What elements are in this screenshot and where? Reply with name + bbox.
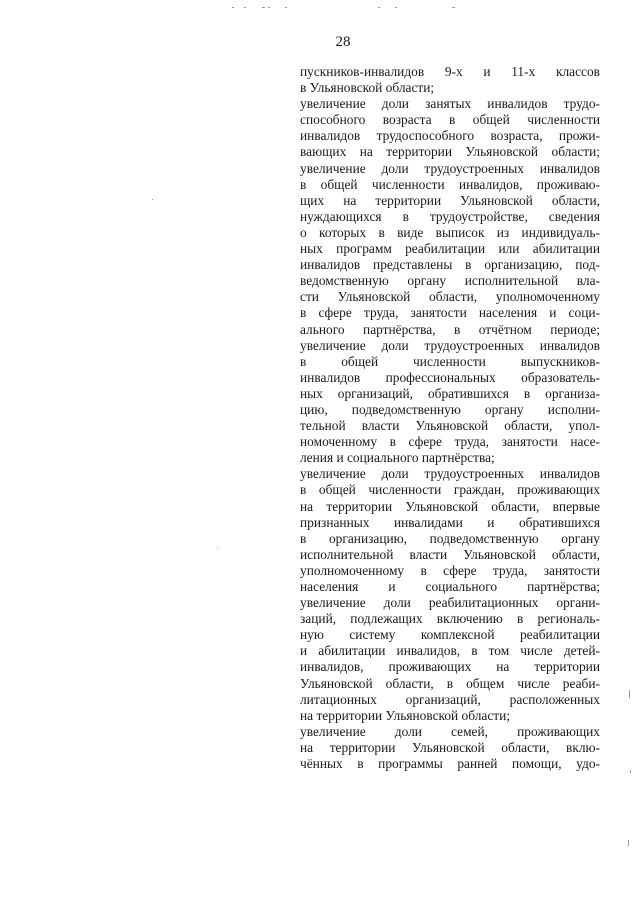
paragraph	[300, 64, 600, 96]
paragraph	[300, 724, 600, 772]
paragraph	[300, 96, 600, 160]
paragraph	[300, 595, 600, 724]
text-line: о которых в виде выписок из индивидуаль-	[300, 224, 600, 240]
paragraph	[300, 466, 600, 595]
text-line: тельной власти Ульяновской области, упол-	[300, 418, 600, 434]
text-line: увеличение доли трудоустроенных инвалидов	[300, 337, 600, 353]
text-line: инвалидов, проживающих на территории	[300, 659, 600, 675]
text-line: номоченному в сфере труда, занятости насе-	[300, 434, 600, 450]
text-line: уполномоченному в сфере труда, занятости	[300, 562, 600, 578]
text-line: инвалидов профессиональных образователь-	[300, 369, 600, 385]
text-line: в общей численности инвалидов, проживаю-	[300, 176, 600, 192]
text-line: ную систему комплексной реабилитации	[300, 627, 600, 643]
text-line: щих на территории Ульяновской области,	[300, 192, 600, 208]
text-line: чённых в программы ранней помощи, удо-	[300, 756, 600, 772]
text-line: нуждающихся в трудоустройстве, сведения	[300, 208, 600, 224]
text-line: ных организаций, обратившихся в организа-	[300, 385, 600, 401]
body-text	[300, 64, 600, 772]
text-line: в организацию, подведомственную органу	[300, 530, 600, 546]
text-line: признанных инвалидами и обратившихся	[300, 514, 600, 530]
text-line: населения и социального партнёрства;	[300, 579, 600, 594]
text-line: способного возраста в общей численности	[300, 112, 600, 128]
text-line: на территории Ульяновской области, впервые	[300, 498, 600, 514]
text-line: в общей численности выпускников-	[300, 353, 600, 369]
text-line: исполнительной власти Ульяновской области,	[300, 546, 600, 562]
text-line: ления и социального партнёрства;	[300, 450, 495, 466]
text-line: литационных организаций, расположенных	[300, 691, 600, 707]
text-line: в сфере труда, занятости населения и соци-	[300, 305, 600, 321]
text-line: сти Ульяновской области, уполномоченному	[300, 289, 600, 305]
text-line: вающих на территории Ульяновской области;	[300, 144, 600, 160]
text-line: на территории Ульяновской области, вклю-	[300, 739, 600, 755]
paragraph	[300, 161, 600, 338]
text-line: Ульяновской области, в общем числе реаби-	[300, 675, 600, 691]
text-line: пускников-инвалидов 9-х и 11-х классов	[300, 64, 600, 79]
text-line: увеличение доли реабилитационных органи-	[300, 595, 600, 611]
text-line: на территории Ульяновской области;	[300, 707, 511, 723]
text-line: в Ульяновской области;	[300, 80, 435, 96]
text-line: увеличение доли семей, проживающих	[300, 723, 600, 739]
text-line: ных программ реабилитации или абилитации	[300, 241, 600, 257]
text-line: цию, подведомственную органу исполни-	[300, 401, 600, 417]
text-line: увеличение доли трудоустроенных инвалидов	[300, 466, 600, 482]
text-line: в общей численности граждан, проживающих	[300, 482, 600, 498]
text-line: ального партнёрства, в отчётном периоде;	[300, 321, 600, 337]
text-line: увеличение доли трудоустроенных инвалидов	[300, 160, 600, 176]
page-number: 28	[335, 34, 351, 50]
text-line: и абилитации инвалидов, в том числе детей-	[300, 643, 600, 659]
text-line: увеличение доли занятых инвалидов трудо-	[300, 96, 600, 112]
paragraph	[300, 338, 600, 467]
text-line: заций, подлежащих включению в региональ-	[300, 611, 600, 627]
text-line: инвалидов представлены в организацию, под-	[300, 257, 600, 273]
text-line: инвалидов трудоспособного возраста, прожи-	[300, 128, 600, 144]
text-line: ведомственную органу исполнительной вла-	[300, 273, 600, 289]
